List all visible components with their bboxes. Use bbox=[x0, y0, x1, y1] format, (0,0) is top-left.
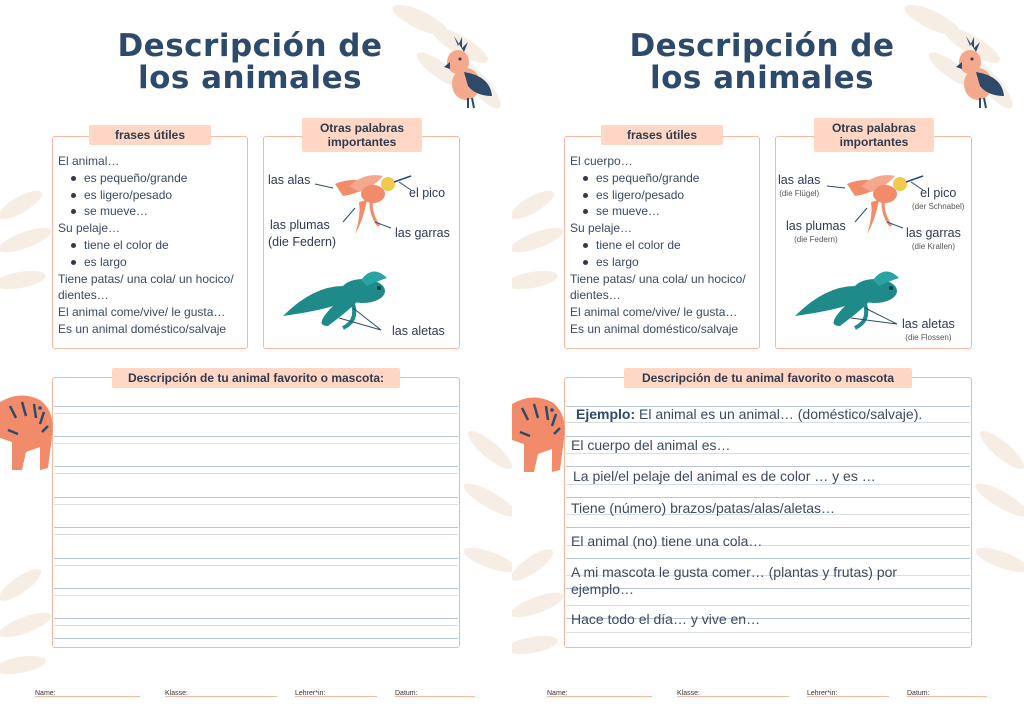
example-line: El cuerpo del animal es… bbox=[571, 437, 731, 453]
phrase-item: Tiene patas/ una cola/ un hocico/ bbox=[570, 271, 746, 286]
phrase-item: El cuerpo… bbox=[570, 154, 633, 168]
vocab-label: Otras palabras importantes bbox=[814, 118, 934, 152]
name-field[interactable]: Name: bbox=[35, 690, 56, 697]
phrase-item: dientes… bbox=[570, 288, 621, 303]
worksheet-right bbox=[512, 0, 1024, 727]
phrase-item: El animal come/vive/ le gusta… bbox=[570, 305, 738, 320]
phrase-item: dientes… bbox=[58, 288, 109, 303]
phrases-label: frases útiles bbox=[601, 125, 723, 145]
vocab-plumas: las plumas (die Federn) bbox=[786, 219, 846, 244]
tiger-icon bbox=[0, 392, 60, 476]
example-line: ejemplo… bbox=[571, 581, 635, 597]
datum-field[interactable]: Datum: bbox=[907, 690, 930, 697]
vocab-plumas-de: (die Federn) bbox=[268, 235, 337, 249]
phrase-item: es pequeño/grande bbox=[58, 170, 246, 187]
phrases-label: frases útiles bbox=[89, 125, 211, 145]
vocab-pico: el pico (der Schnabel) bbox=[912, 186, 965, 211]
phrase-item: es pequeño/grande bbox=[570, 170, 758, 187]
cockatoo-icon bbox=[440, 34, 496, 114]
vocab-alas: las alas bbox=[268, 173, 311, 187]
phrase-item: Tiene patas/ una cola/ un hocico/ bbox=[58, 271, 234, 286]
vocab-garras: las garras (die Krallen) bbox=[906, 226, 961, 251]
phrase-item: se mueve… bbox=[58, 203, 246, 220]
example-line: A mi mascota le gusta comer… (plantas y frutas) por bbox=[571, 564, 898, 580]
writing-label: Descripción de tu animal favorito o mascota bbox=[624, 368, 912, 388]
writing-lines[interactable] bbox=[566, 392, 970, 646]
klasse-field[interactable]: Klasse: bbox=[677, 690, 700, 697]
vocab-aletas: las aletas (die Flossen) bbox=[902, 317, 955, 342]
page-title: Descripción de los animales bbox=[629, 28, 895, 96]
phrase-item: Su pelaje… bbox=[58, 221, 121, 236]
vocab-plumas: las plumas bbox=[270, 218, 330, 232]
lehrer-field[interactable]: Lehrer*in: bbox=[807, 690, 837, 697]
vocab-garras: las garras bbox=[395, 226, 450, 240]
klasse-field[interactable]: Klasse: bbox=[165, 690, 188, 697]
phrases-list bbox=[570, 153, 758, 338]
phrases-list bbox=[58, 153, 246, 338]
betta-fish-icon bbox=[795, 271, 899, 328]
phrase-item: El animal come/vive/ le gusta… bbox=[58, 305, 226, 320]
phrase-item: tiene el color de bbox=[58, 237, 246, 254]
writing-lines[interactable] bbox=[54, 392, 458, 646]
betta-fish-icon bbox=[283, 271, 387, 328]
example-line: Ejemplo: El animal es un animal… (doméstico/salvaje). bbox=[576, 406, 923, 422]
cockatoo-icon bbox=[952, 34, 1008, 114]
phrase-item: tiene el color de bbox=[570, 237, 758, 254]
vocab-alas: las alas (die Flügel) bbox=[778, 173, 821, 198]
example-line: La piel/el pelaje del animal es de color … y es … bbox=[573, 468, 876, 484]
lehrer-field[interactable]: Lehrer*in: bbox=[295, 690, 325, 697]
vocab-label: Otras palabras importantes bbox=[302, 118, 422, 152]
vocab-aletas: las aletas bbox=[392, 324, 445, 338]
datum-field[interactable]: Datum: bbox=[395, 690, 418, 697]
example-line: El animal (no) tiene una cola… bbox=[571, 533, 763, 549]
phrase-item: es ligero/pesado bbox=[58, 187, 246, 204]
phrase-item: Es un animal doméstico/salvaje bbox=[58, 321, 227, 336]
phrase-item: El animal… bbox=[58, 154, 120, 168]
phrase-item: Es un animal doméstico/salvaje bbox=[570, 321, 739, 336]
name-field[interactable]: Name: bbox=[547, 690, 568, 697]
phrase-item: Su pelaje… bbox=[570, 221, 633, 236]
phrase-item: se mueve… bbox=[570, 203, 758, 220]
page-title: Descripción de los animales bbox=[117, 28, 383, 96]
phrase-item: es ligero/pesado bbox=[570, 187, 758, 204]
phrase-item: es largo bbox=[570, 254, 758, 271]
writing-label: Descripción de tu animal favorito o mascota: bbox=[112, 368, 400, 388]
vocab-pico: el pico bbox=[409, 186, 446, 200]
example-line: Hace todo el día… y vive en… bbox=[571, 611, 761, 627]
tiger-icon bbox=[512, 394, 572, 478]
example-line: Tiene (número) brazos/patas/alas/aletas… bbox=[571, 500, 836, 516]
phrase-item: es largo bbox=[58, 254, 246, 271]
